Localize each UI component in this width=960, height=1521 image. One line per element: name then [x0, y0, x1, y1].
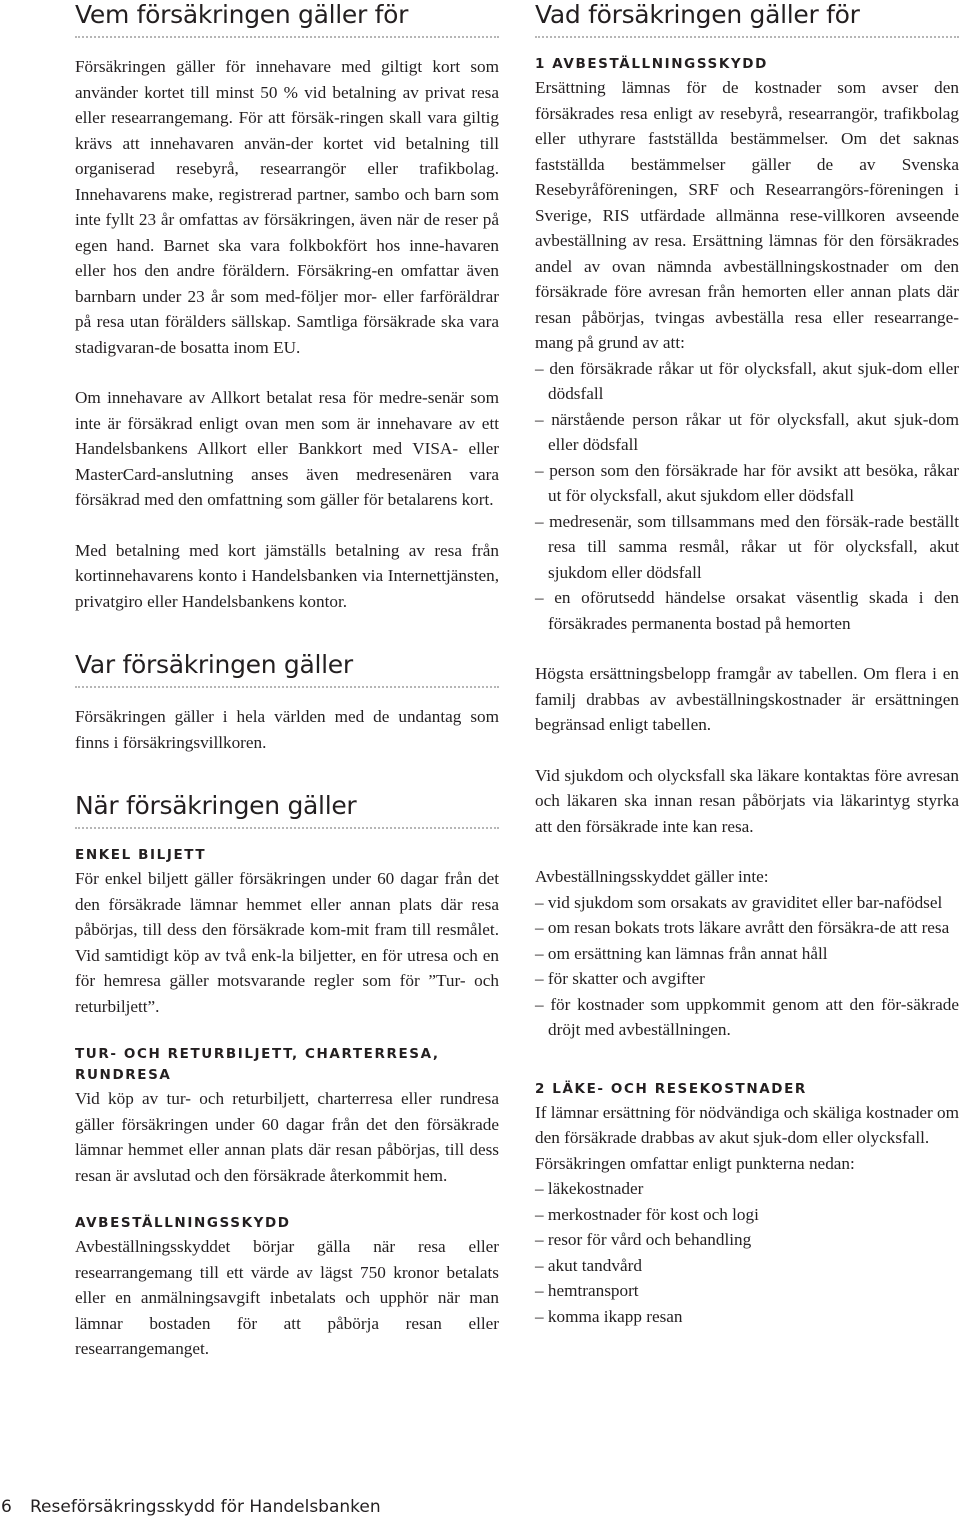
- list-item: – den försäkrade råkar ut för olycksfall, akut sjuk-dom eller dödsfall: [535, 358, 959, 403]
- list-item: – läkekostnader: [535, 1179, 644, 1198]
- list-item: – för skatter och avgifter: [535, 969, 705, 988]
- right-column: [535, 0, 959, 1329]
- list-item: – om ersättning kan lämnas från annat håll: [535, 943, 828, 963]
- list-item: – en oförutsedd händelse orsakat väsentlig skada i den försäkrades permanenta bostad på hemorten: [535, 588, 959, 633]
- list-item: – för kostnader som uppkommit genom att den för-säkrade dröjt med avbeställningen.: [535, 994, 959, 1039]
- enkel-biljett-text: För enkel biljett gäller försäkringen under 60 dagar från det den försäkrade lämnar hemmet eller annan plats där resa påbörjas, till dess den försäkrade kom-mit fram till resmålet. Vid samtidigt köp av två enk-la biljetter, en för utresa och en för hemresa gäller motsvarande regler som för ”Tur- och returbiljett”.: [75, 869, 499, 1016]
- list-item: – person som den försäkrade har för avsikt att besöka, råkar ut för olycksfall, akut sjukdom eller dödsfall: [535, 460, 959, 505]
- tur-retur-heading: TUR- OCH RETURBILJETT, CHARTERRESA, RUNDRESA: [75, 1046, 440, 1083]
- avbestallningsskydd-paragraph-1: Ersättning lämnas för de kostnader som avser den försäkrades resa enligt av resebyrå, researrangör, trafikbolag eller uthyrare fastställda bestämmelser. Om det saknas fastställda bestämmelser gäller de av Svenska Resebyråföreningen, SRF och Researrangörs-föreningen i Sverige, RIS utfärdade allmänna rese-villkoren avseende avbeställning av resa. Ersättning lämnas för den försäkrades andel av ovan nämnda avbeställningskostnader om den försäkrade före avresan från hemorten eller annan plats där resan påbörjas, tvingas avbeställa resa eller researrange-mang på grund av att:: [535, 78, 959, 352]
- page-footer: [0, 1496, 381, 1518]
- section-title-vad: Vad försäkringen gäller för: [535, 0, 959, 38]
- vem-paragraph-3: Med betalning med kort jämställs betalning av resa från kortinnehavarens konto i Handelsbanken via Internettjänsten, privatgiro eller Handelsbankens kontor.: [75, 540, 499, 611]
- coverage-list: [535, 1176, 959, 1329]
- footer-title: Reseförsäkringsskydd för Handelsbanken: [30, 1497, 381, 1517]
- avbestallningsskydd-paragraph-3: Vid sjukdom och olycksfall ska läkare kontaktas före avresan och läkaren ska innan resan påbörjats via läkarintyg styrka att den försäkrade inte kan resa.: [535, 765, 959, 836]
- list-item: – merkostnader för kost och logi: [535, 1204, 759, 1224]
- vem-paragraph-2: Om innehavare av Allkort betalat resa för medre-senär som inte är försäkrad enligt ovan men som är innehavare av ett Handelsbankens Allkort eller Bankkort med VISA- eller MasterCard-anslutning anses även medresenären vara försäkrad med den omfattning som gäller för betalarens kort.: [75, 388, 499, 509]
- vem-paragraph-1: Försäkringen gäller för innehavare med giltigt kort som använder kortet till minst 50 % vid betalning av privat resa eller researrangemang. För att försäk-ringen skall vara giltig krävs att innehavaren använ-der kortet vid betalning till organiserad resebyrå, researrangör eller trafikbolag. Innehavarens make, registrerad partner, sambo och barn som inte fyllt 23 år omfattas av försäkringen, även när de reser på egen hand. Barnet ska vara folkbokfört hos inne-havaren eller hos den andre föräldern. Försäkring-en omfattar även barnbarn under 23 år som med-följer mor- eller farföräldrar på resa utan förälders sällskap. Samtliga försäkrade ska vara stadigvaran-de bosatta inom EU.: [75, 57, 499, 357]
- avbestallningsskydd-heading: 1 AVBESTÄLLNINGSSKYDD: [535, 56, 768, 72]
- enkel-biljett-heading: ENKEL BILJETT: [75, 847, 207, 863]
- list-item: – medresenär, som tillsammans med den försäk-rade beställt resa till samma resmål, råkar ut för olycksfall, akut sjukdom eller dödsfall: [535, 511, 959, 582]
- avbestallningsskydd-paragraph-4: Avbeställningsskyddet gäller inte:: [535, 867, 769, 886]
- list-item: – resor för vård och behandling: [535, 1230, 752, 1249]
- avbestallning-text: Avbeställningsskyddet börjar gälla när resa eller researrangemang till ett värde av lägst 750 kronor betalats eller en anmälningsavgift inbetalats och upphör när man lämnar bostaden för att påbörja resan eller researrangemanget.: [75, 1237, 499, 1358]
- lake-resekostnader-paragraph-1: If lämnar ersättning för nödvändiga och skäliga kostnader om den försäkrade drabbas av akut sjuk-dom eller olycksfall.: [535, 1102, 959, 1147]
- avbestallning-heading: AVBESTÄLLNINGSSKYDD: [75, 1215, 291, 1231]
- page-number: 6: [1, 1497, 12, 1517]
- list-item: – akut tandvård: [535, 1255, 642, 1275]
- section-title-vem: Vem försäkringen gäller för: [75, 0, 499, 38]
- section-title-nar: När försäkringen gäller: [75, 791, 499, 829]
- list-item: – komma ikapp resan: [535, 1306, 683, 1326]
- left-column: [75, 0, 499, 1362]
- exclusion-list: [535, 890, 959, 1043]
- lake-resekostnader-paragraph-2: Försäkringen omfattar enligt punkterna nedan:: [535, 1153, 855, 1173]
- avbestallning-cause-list: [535, 356, 959, 637]
- section-title-var: Var försäkringen gäller: [75, 650, 499, 688]
- avbestallningsskydd-paragraph-2: Högsta ersättningsbelopp framgår av tabellen. Om flera i en familj drabbas av avbeställningskostnader är ersättningen begränsad enligt tabellen.: [535, 664, 959, 734]
- list-item: – vid sjukdom som orsakats av graviditet eller bar-nafödsel: [535, 892, 943, 912]
- lake-resekostnader-heading: 2 LÄKE- OCH RESEKOSTNADER: [535, 1080, 807, 1097]
- tur-retur-text: Vid köp av tur- och returbiljett, charterresa eller rundresa gäller försäkringen under 60 dagar från det den försäkrade lämnar hemmet eller annan plats där resan påbörjas, till dess resan är avslutad och den försäkrade återkommit hem.: [75, 1089, 499, 1185]
- list-item: – om resan bokats trots läkare avrått den försäkra-de att resa: [535, 918, 950, 937]
- var-paragraph-1: Försäkringen gäller i hela världen med de undantag som finns i försäkringsvillkoren.: [75, 707, 499, 752]
- list-item: – närstående person råkar ut för olycksfall, akut sjuk-dom eller dödsfall: [535, 409, 959, 454]
- list-item: – hemtransport: [535, 1281, 639, 1300]
